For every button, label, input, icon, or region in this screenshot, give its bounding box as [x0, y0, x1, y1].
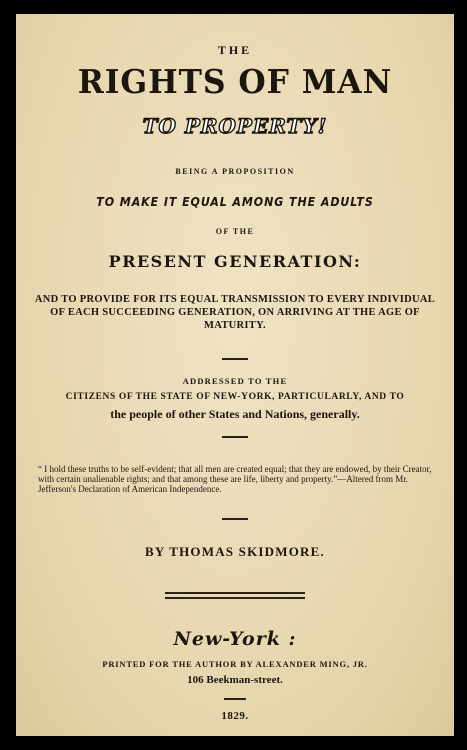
publication-year: 1829. [221, 710, 249, 722]
subtitle: TO PROPERTY! [142, 114, 328, 138]
double-rule-top [165, 592, 305, 594]
provide-paragraph: AND TO PROVIDE FOR ITS EQUAL TRANSMISSION TO EVERY INDIVIDUAL OF EACH SUCCEEDING GENERATION, ON ARRIVING AT THE AGE OF MATURITY. [34, 294, 436, 331]
double-rule-bottom [165, 597, 305, 599]
title-article: THE [217, 43, 253, 57]
jefferson-quote: “ I hold these truths to be self-evident; that all men are created equal; that they are endowed, by their Creator, with certain unalienable rights; and that among these are life, liberty and property.”—Altered from Mr. Jefferson's Declaration of American Independence. [38, 464, 432, 494]
divider-rule [222, 518, 248, 520]
divider-rule [222, 436, 248, 438]
being-a-proposition: BEING A PROPOSITION [175, 167, 295, 176]
of-the: OF THE [215, 227, 255, 236]
printer-address: 106 Beekman-street. [187, 674, 283, 686]
city-imprint: New-York : [173, 628, 297, 650]
equal-among-adults-line: TO MAKE IT EQUAL AMONG THE ADULTS [96, 195, 374, 209]
main-title: RIGHTS OF MAN [77, 62, 393, 101]
divider-rule [224, 698, 246, 700]
addressed-to-the: ADDRESSED TO THE [182, 376, 288, 386]
title-page [16, 14, 454, 736]
printer-line: PRINTED FOR THE AUTHOR BY ALEXANDER MING, JR. [102, 659, 368, 669]
citizens-line: CITIZENS OF THE STATE OF NEW-YORK, PARTICULARLY, AND TO [65, 392, 405, 402]
people-line: the people of other States and Nations, generally. [110, 407, 360, 421]
divider-rule [222, 358, 248, 360]
present-generation: PRESENT GENERATION: [108, 252, 362, 271]
author-line: BY THOMAS SKIDMORE. [145, 544, 325, 559]
